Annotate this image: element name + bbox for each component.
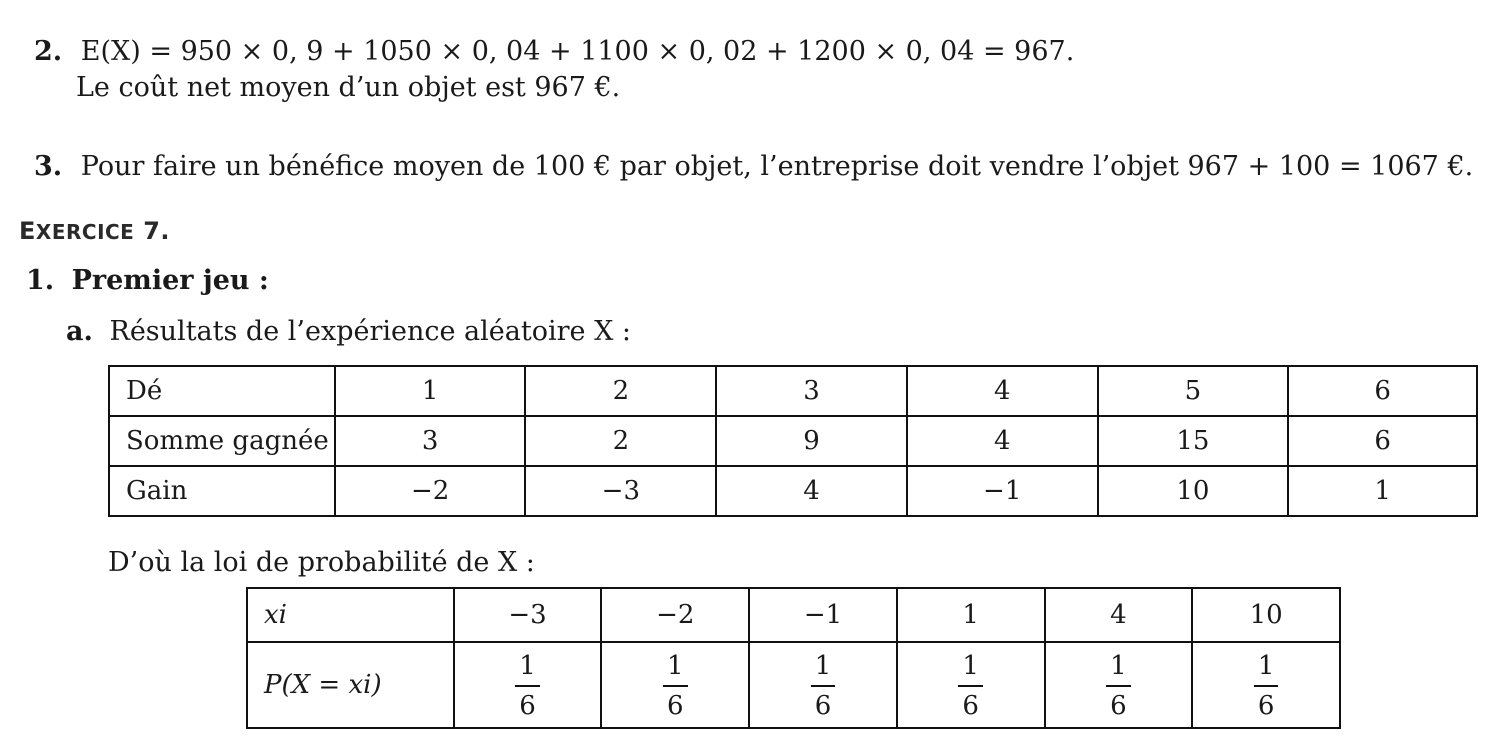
- probability-label: P(X = xi): [264, 670, 382, 700]
- row-header: Dé: [109, 366, 335, 416]
- fraction: [811, 653, 836, 719]
- value-cell: 4: [1045, 588, 1193, 642]
- table-row: [109, 466, 1477, 516]
- subpart-text: Résultats de l’expérience aléatoire X :: [109, 316, 631, 347]
- part-a: [66, 318, 631, 345]
- table-cell: 3: [716, 366, 907, 416]
- fraction: [663, 653, 688, 719]
- probability-cell: [454, 642, 602, 728]
- results-table: [108, 365, 1478, 517]
- probability-cell: [1192, 642, 1340, 728]
- exercise-word: XERCICE: [35, 220, 135, 244]
- probability-header: [247, 642, 454, 728]
- table-cell: 4: [907, 366, 1098, 416]
- probability-cell: [897, 642, 1045, 728]
- numerator: 1: [1106, 653, 1131, 687]
- table-cell: 6: [1288, 416, 1477, 466]
- value-cell: 1: [897, 588, 1045, 642]
- table-cell: 5: [1098, 366, 1289, 416]
- table-cell: 4: [716, 466, 907, 516]
- probability-cell: [1045, 642, 1193, 728]
- table-row: [247, 588, 1340, 642]
- denominator: 6: [666, 691, 684, 721]
- item-2: [34, 38, 1074, 65]
- value-cell: −3: [454, 588, 602, 642]
- table-row: [109, 416, 1477, 466]
- numerator: 1: [663, 653, 688, 687]
- value-cell: 10: [1192, 588, 1340, 642]
- table-cell: −1: [907, 466, 1098, 516]
- numerator: 1: [811, 653, 836, 687]
- table-cell: 9: [716, 416, 907, 466]
- xi-header: [247, 588, 454, 642]
- denominator: 6: [1257, 691, 1275, 721]
- item-3-text: Pour faire un bénéfice moyen de 100 € par objet, l’entreprise doit vendre l’objet 967 + 100 = 1067 €.: [80, 151, 1474, 182]
- item-number: 3.: [34, 151, 63, 182]
- fraction: [1254, 653, 1279, 719]
- part-title: Premier jeu :: [71, 265, 269, 296]
- denominator: 6: [1110, 691, 1127, 721]
- denominator: 6: [519, 691, 536, 721]
- table-cell: −2: [335, 466, 526, 516]
- row-header: Gain: [109, 466, 335, 516]
- xi-label: xi: [264, 600, 287, 630]
- table-cell: 3: [335, 416, 526, 466]
- table-cell: 2: [525, 416, 716, 466]
- item-2-conclusion: Le coût net moyen d’un objet est 967 €.: [76, 72, 621, 103]
- item-3: [34, 153, 1473, 180]
- subpart-label: a.: [66, 316, 93, 347]
- table-row: [247, 642, 1340, 728]
- fraction: [958, 653, 983, 719]
- table-cell: 15: [1098, 416, 1289, 466]
- law-text: D’où la loi de probabilité de X :: [108, 547, 535, 578]
- table-cell: 1: [1288, 466, 1477, 516]
- exercise-first-letter: E: [19, 217, 36, 245]
- numerator: 1: [1254, 653, 1279, 687]
- part-1-heading: [26, 267, 269, 294]
- value-cell: −1: [749, 588, 897, 642]
- probability-cell: [749, 642, 897, 728]
- denominator: 6: [962, 691, 979, 721]
- table-cell: 10: [1098, 466, 1289, 516]
- part-number: 1.: [26, 265, 55, 296]
- table-row: [109, 366, 1477, 416]
- value-cell: −2: [601, 588, 749, 642]
- table-cell: 6: [1288, 366, 1477, 416]
- fraction: [515, 653, 540, 719]
- probability-table: [246, 587, 1341, 729]
- table-cell: 4: [907, 416, 1098, 466]
- fraction: [1106, 653, 1131, 719]
- numerator: 1: [515, 653, 540, 687]
- table-cell: −3: [525, 466, 716, 516]
- table-cell: 1: [335, 366, 526, 416]
- table-cell: 2: [525, 366, 716, 416]
- probability-cell: [601, 642, 749, 728]
- exercise-heading: [19, 217, 170, 245]
- numerator: 1: [958, 653, 983, 687]
- item-number: 2.: [34, 36, 63, 67]
- exercise-number: 7.: [143, 217, 171, 245]
- denominator: 6: [814, 691, 832, 721]
- row-header: Somme gagnée: [109, 416, 335, 466]
- expectation-formula: E(X) = 950 × 0, 9 + 1050 × 0, 04 + 1100 × 0, 02 + 1200 × 0, 04 = 967.: [80, 36, 1075, 67]
